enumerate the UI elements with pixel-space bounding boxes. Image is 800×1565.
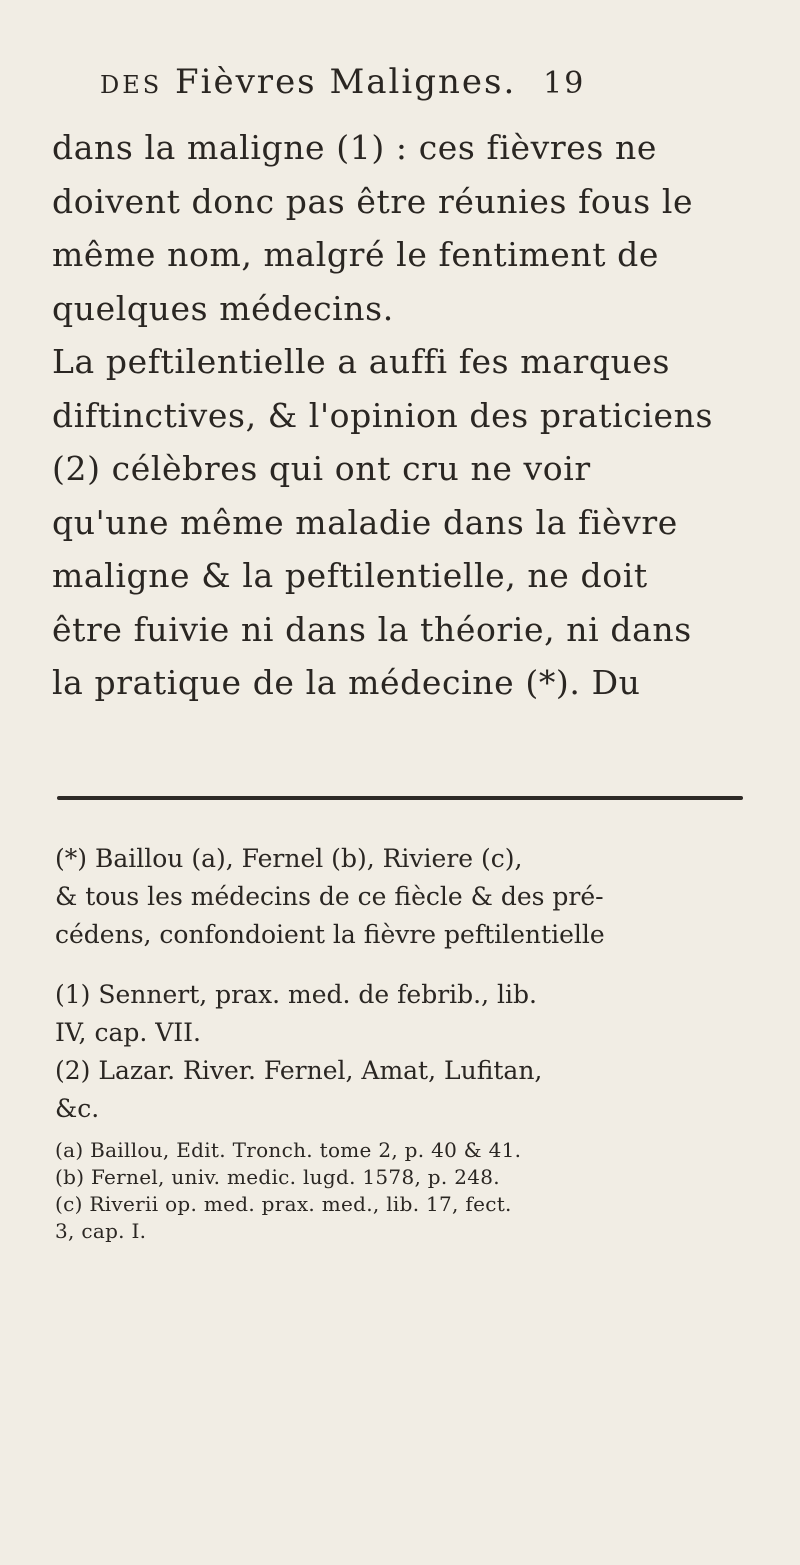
footnote-line: & tous les médecins de ce fiècle & des pré- [55,882,604,911]
footnote-line: (*) Baillou (a), Fernel (b), Riviere (c), [55,844,523,873]
text-line: la pratique de la médecine (*). Du [52,663,641,702]
header-title: Fièvres Malignes. [175,62,517,102]
page-number: 19 [543,66,586,101]
footnote-line: IV, cap. VII. [55,1018,202,1047]
footnote-line: cédens, confondoient la fièvre peftilentielle [55,920,605,949]
footnote-divider [57,796,743,800]
footnote-line: &c. [55,1094,100,1123]
footnote-line: (1) Sennert, prax. med. de febrib., lib. [55,980,537,1009]
text-line: La peftilentielle a auffi fes marques [52,342,671,381]
text-line: même nom, malgré le fentiment de [52,235,660,274]
reference-line: (b) Fernel, univ. medic. lugd. 1578, p. 248. [55,1165,500,1189]
footnote-line: (2) Lazar. River. Fernel, Amat, Lufitan, [55,1056,543,1085]
text-line: être fuivie ni dans la théorie, ni dans [52,609,692,649]
text-line: qu'une même maladie dans la fièvre [52,502,678,542]
text-line: quelques médecins. [52,288,394,328]
text-line: doivent donc pas être réunies fous le [52,181,694,221]
main-text [52,121,772,710]
references [55,1137,775,1245]
running-header [100,62,760,102]
reference-line: (a) Baillou, Edit. Tronch. tome 2, p. 40 & 41. [55,1138,522,1162]
text-line: (2) célèbres qui ont cru ne voir [52,449,591,488]
text-line: dans la maligne (1) : ces fièvres ne [52,128,657,167]
text-line: diftinctives, & l'opinion des praticiens [52,395,714,435]
reference-line: (c) Riverii op. med. prax. med., lib. 17, fect. [55,1192,512,1216]
text-line: maligne & la peftilentielle, ne doit [52,556,648,595]
header-des: DES [100,71,163,99]
footnotes [55,840,775,1128]
reference-line: 3, cap. I. [55,1219,147,1243]
